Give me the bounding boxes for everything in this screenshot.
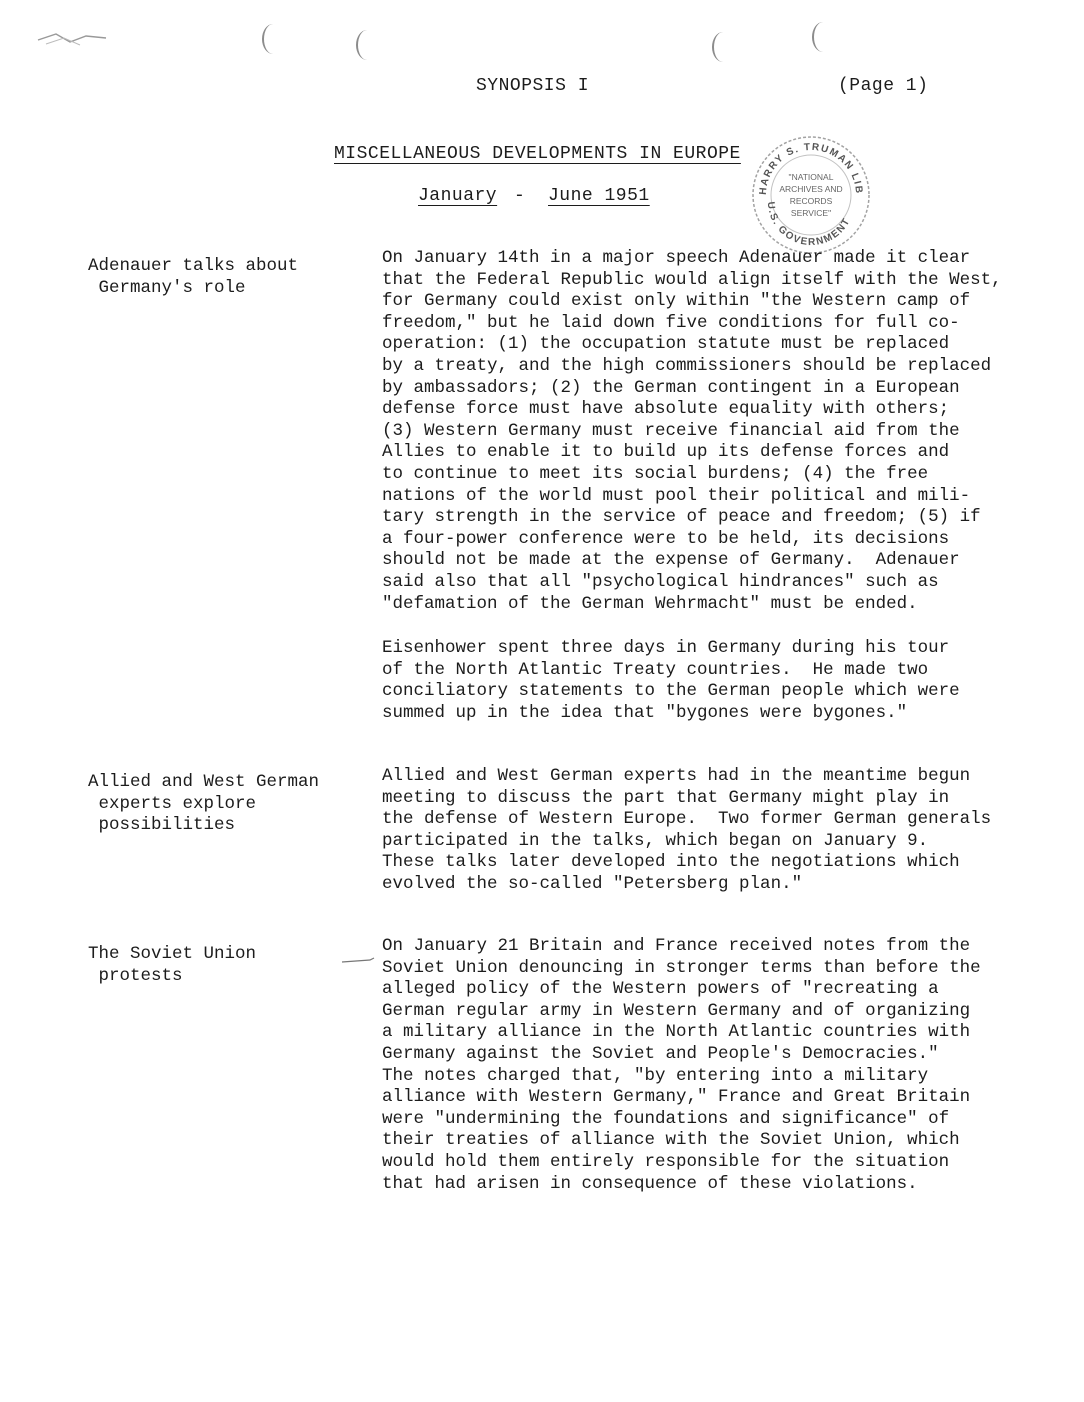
scan-bracket-mark — [356, 30, 378, 60]
page-number: (Page 1) — [838, 76, 929, 96]
margin-note-experts: Allied and West German experts explore possibilities — [88, 772, 320, 835]
stamp-bottom-text: U.S. GOVERNMENT — [764, 201, 853, 249]
scan-bracket-mark — [812, 22, 834, 52]
synopsis-heading: SYNOPSIS I — [476, 76, 590, 96]
margin-pen-mark — [340, 956, 376, 966]
paragraph-soviet-notes: On January 21 Britain and France received notes from the Soviet Union denouncing in stronger terms than before the alleged policy of the Western powers of "recreating a German regular army in Western Germany and of organizing a military alliance in the North Atlantic countries with Germany against the Soviet and People's Democracies." The notes charged that, "by entering into a military alliance with Western Germany," France and Great Britain were "undermining the foundations and significance" of their treaties of alliance with the Soviet Union, which would hold them entirely responsible for the situation that had arisen in consequence of these violations. — [382, 936, 981, 1194]
stamp-line: RECORDS — [789, 196, 833, 206]
margin-note-adenauer: Adenauer talks about Germany's role — [88, 256, 299, 298]
paragraph-adenauer-speech: On January 14th in a major speech Adenauer made it clear that the Federal Republic would align itself with the West, for Germany could exist only within "the Western camp of freedom," but he laid down five conditions for full co- operation: (1) the occupation statute must be replaced by a treaty, and the high commissioners should be replaced by ambassadors; (2) the German contingent in a European defense force must have absolute equality with others; (3) Western Germany must receive financial aid from the Allies to enable it to build up its defense forces and to continue to meet its social burdens; (4) the free nations of the world must pool their political and mili- tary strength in the service of peace and freedom; (5) if a four-power conference were to be held, its decisions should not be made at the expense of Germany. Adenauer said also that all "psychological hindrances" such as "defamation of the German Wehrmacht" must be ended. — [382, 248, 1002, 614]
paragraph-experts-meeting: Allied and West German experts had in the meantime begun meeting to discuss the part that Germany might play in the defense of Western Europe. Two former German generals participated in the talks, which began on January 9. These talks later developed into the negotiations which evolved the so-called "Petersberg plan." — [382, 766, 992, 894]
scan-bracket-mark — [262, 24, 284, 54]
scan-smudge — [36, 28, 108, 48]
period-end: June 1951 — [548, 186, 650, 206]
period-dash: - — [514, 186, 526, 206]
archives-stamp — [748, 132, 874, 258]
paragraph-eisenhower-visit: Eisenhower spent three days in Germany during his tour of the North Atlantic Treaty countries. He made two conciliatory statements to the German people which were summed up in the idea that "bygones were bygones." — [382, 638, 960, 723]
stamp-line: "NATIONAL — [788, 172, 834, 182]
stamp-line: ARCHIVES AND — [779, 184, 843, 194]
period-start: January — [418, 186, 498, 206]
stamp-line: SERVICE" — [790, 208, 832, 218]
margin-note-soviet: The Soviet Union protests — [88, 944, 257, 986]
page-title: MISCELLANEOUS DEVELOPMENTS IN EUROPE — [334, 144, 741, 164]
stamp-top-text: HARRY S. TRUMAN LIB — [757, 141, 865, 196]
scan-bracket-mark — [712, 32, 734, 62]
